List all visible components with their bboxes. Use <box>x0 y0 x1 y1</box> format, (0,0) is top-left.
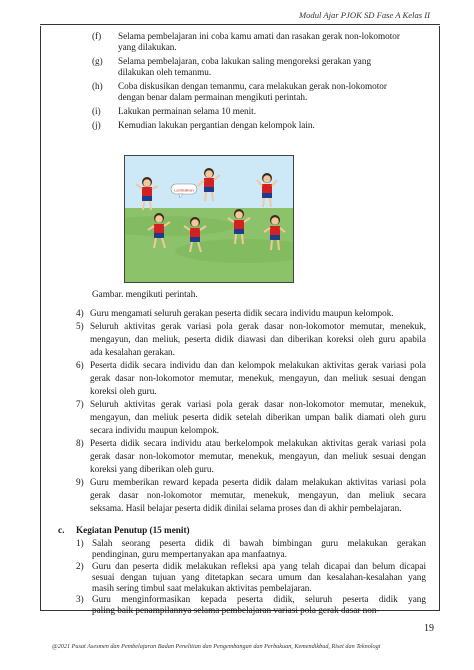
list-item-label: 2) <box>76 561 84 571</box>
list-item-text: masih sering timbul saat melakukan aktivitas pembelajaran. <box>92 583 312 593</box>
figure-caption: Gambar. mengikuti perintah. <box>92 289 198 299</box>
list-item-text: pendinginan, guru mempertanyakan apa manfaatnya. <box>92 549 287 559</box>
step-text: Coba diskusikan dengan temanmu, cara melakukan gerak non-lokomotor <box>118 81 387 91</box>
page-number: 19 <box>424 623 434 634</box>
list-item-text: mengayun, dan meliuk, peserta didik diawasi dan diberikan koreksi oleh guru apabila <box>90 334 426 344</box>
section-title: Kegiatan Penutup (15 menit) <box>76 525 190 535</box>
step-text: dengan benar dalam permainan mengikuti perintah. <box>118 92 308 102</box>
list-item-text: gerak dasar non-lokomotor memutar, menekuk, mengayun, dan meliuk secara <box>90 490 426 500</box>
list-item-label: 1) <box>76 538 84 548</box>
step-label: (g) <box>92 56 103 66</box>
list-item-label: 6) <box>76 360 84 370</box>
list-item-text: Guru memberikan reward kepada peserta didik dalam melakukan aktivitas variasi pola <box>90 477 426 487</box>
list-item-text: koreksi oleh guru. <box>90 386 157 396</box>
list-item-text: mengayun, dan meliuk peserta didik setelah diberikan umpan balik diamati oleh guru <box>90 412 426 422</box>
list-item-text: Salah seorang peserta didik di bawah bimbingan guru melakukan gerakan <box>92 538 426 548</box>
step-text: Lakukan permainan selama 10 menit. <box>118 106 257 116</box>
list-item-label: 4) <box>76 308 84 318</box>
list-item-label: 9) <box>76 477 84 487</box>
step-text: Selama pembelajaran, coba lakukan saling mengoreksi gerakan yang <box>118 56 372 66</box>
list-item-text: gerak dasar non-lokomotor memutar, menekuk, mengayun, dan meliuk sesuai dengan <box>90 373 426 383</box>
page-footer: @2021 Pusat Asesmen dan Pembelajaran Badan Penelitian dan Pengembangan dan Perbukuan, Kemendikbud, Riset dan Teknologi <box>52 643 381 650</box>
illustration-children-game <box>124 155 294 283</box>
step-text: yang dilakukan. <box>118 42 177 52</box>
list-item-label: 5) <box>76 321 84 331</box>
list-item-text: Guru menginformasikan kepada peserta didik, seluruh peserta didik yang <box>92 594 426 604</box>
section-label: c. <box>58 525 65 535</box>
list-item-text: Peserta didik secara individu atau berkelompok melakukan aktivitas gerak variasi pola <box>90 438 426 448</box>
list-item-text: sesuai dengan tujuan yang ditetapkan secara umum dan kesalahan-kesalahan yang <box>92 572 426 582</box>
page-header-title: Modul Ajar PJOK SD Fase A Kelas II <box>298 10 430 20</box>
step-label: (f) <box>92 31 102 41</box>
step-text: Selama pembelajaran ini coba kamu amati dan rasakan gerak non-lokomotor <box>118 31 400 41</box>
header-rule <box>40 24 440 25</box>
step-text: dilakukan oleh temanmu. <box>118 67 212 77</box>
list-item-text: paling baik penampilannya selama pembelajaran variasi pola gerak dasar non- <box>92 605 380 615</box>
list-item-text: Seluruh aktivitas gerak variasi pola gerak dasar non-lokomotor memutar, menekuk, <box>90 321 426 331</box>
list-item-text: gerak dasar non-lokomotor memutar, menekuk, mengayun, dan meliuk sesuai dengan <box>90 451 426 461</box>
list-item-text: Guru dan peserta didik melakukan refleksi apa yang telah dicapai dan belum dicapai <box>92 561 426 571</box>
step-label: (i) <box>92 106 101 116</box>
list-item-text: Seluruh aktivitas gerak variasi pola gerak dasar non-lokomotor memutar, menekuk, <box>90 399 426 409</box>
list-item-label: 7) <box>76 399 84 409</box>
step-text: Kemudian lakukan pergantian dengan kelompok lain. <box>118 120 315 130</box>
list-item-text: Peserta didik secara individu dan dan kelompok melakukan aktivitas gerak variasi pola <box>90 360 426 370</box>
step-label: (h) <box>92 81 103 91</box>
list-item-label: 3) <box>76 594 84 604</box>
step-label: (j) <box>92 120 101 130</box>
list-item-text: koreksi yang diberikan oleh guru. <box>90 464 214 474</box>
illustration-drawing <box>125 156 293 282</box>
list-item-text: ada kesalahan gerakan. <box>90 347 175 357</box>
list-item-label: 8) <box>76 438 84 448</box>
speech-bubble-text: Lambaikan <box>174 187 194 193</box>
list-item-text: seksama. Hasil belajar peserta didik dinilai selama proses dan di akhir pembelajaran. <box>90 503 402 513</box>
list-item-text: Guru mengamati seluruh gerakan peserta didik secara individu maupun kelompok. <box>90 308 394 318</box>
list-item-text: secara individu maupun kelompok. <box>90 425 220 435</box>
